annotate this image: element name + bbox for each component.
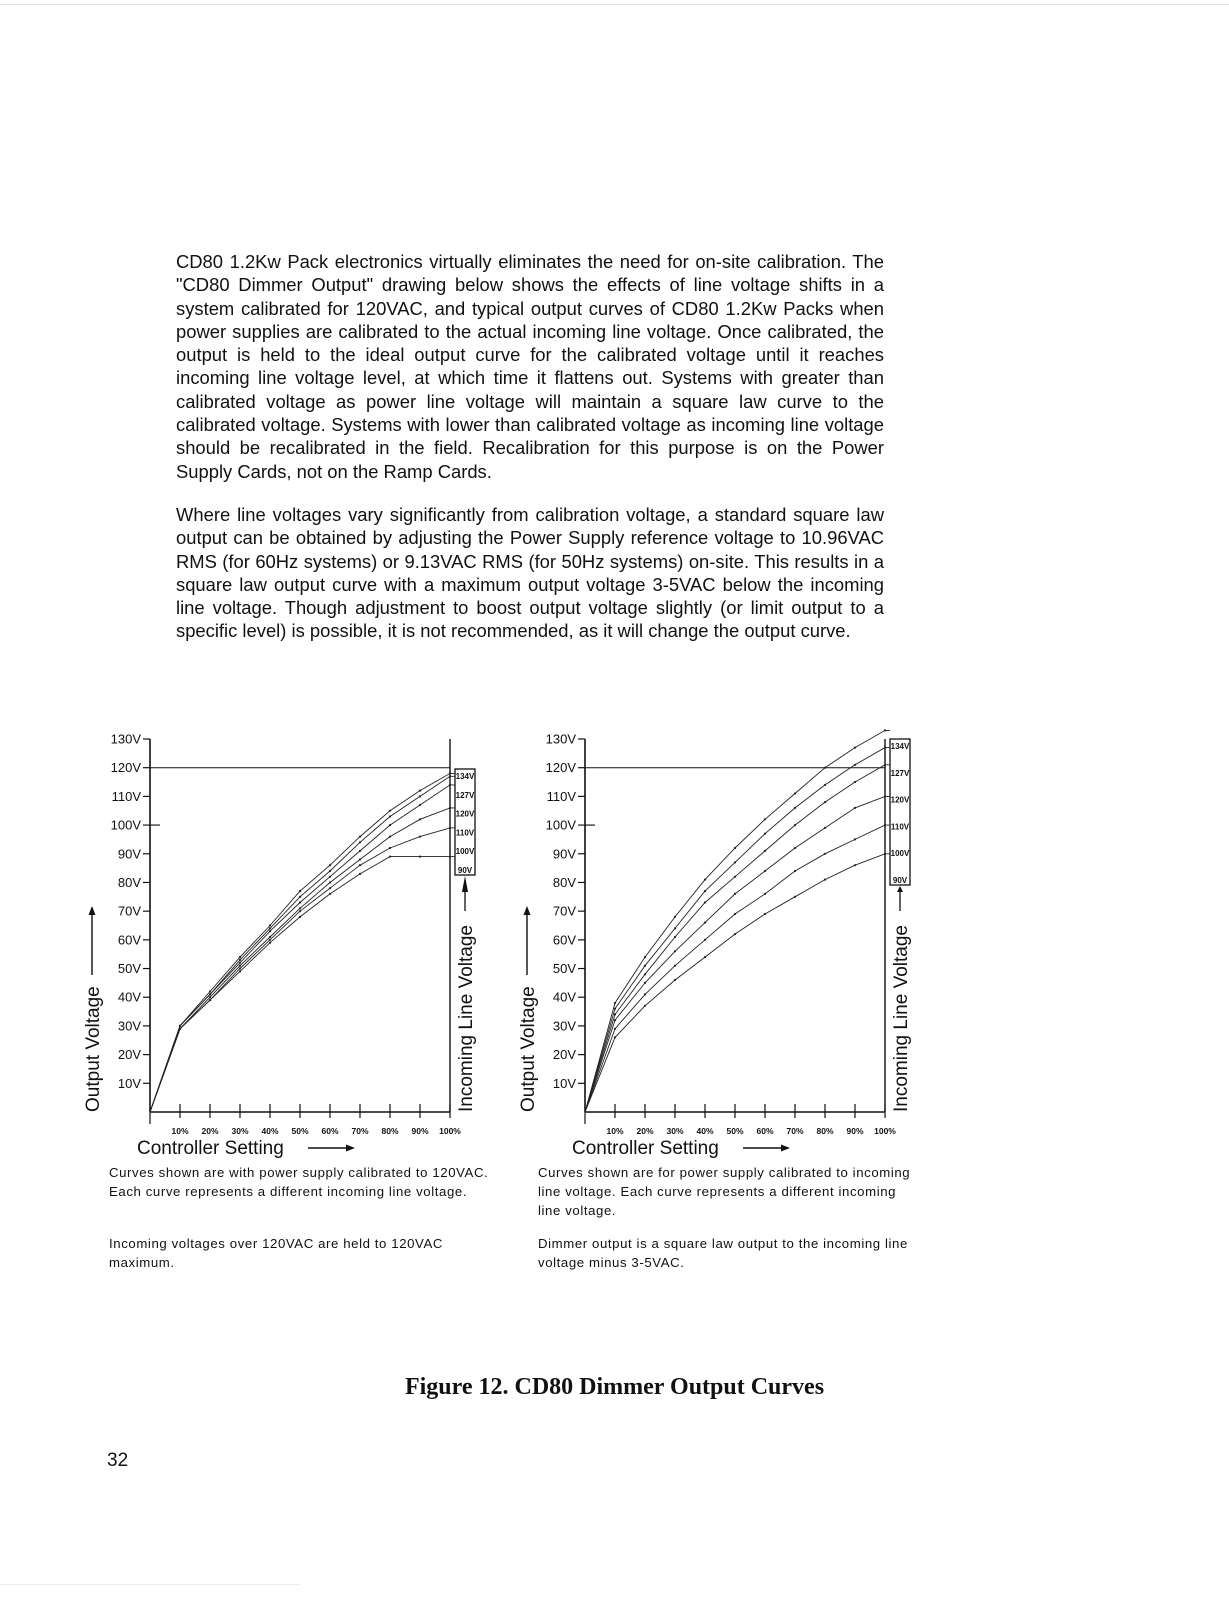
chart-left-series-point (329, 876, 331, 878)
chart-left-y-tick-label: 10V (117, 1075, 141, 1091)
chart-left-series-point (449, 807, 451, 809)
chart-left-series-point (449, 784, 451, 786)
chart-right-x-tick-label: 60% (756, 1126, 774, 1136)
chart-right-caption: Curves shown are for power supply calibrated to incoming line voltage. Each curve represents a different incoming line voltage. (538, 1165, 911, 1218)
chart-right-series-point (644, 956, 646, 958)
chart-right-series-point (854, 781, 856, 783)
chart-left-y-tick-label: 40V (117, 989, 141, 1005)
chart-right-series-point (674, 936, 676, 938)
chart-right-y-tick-label: 50V (552, 961, 576, 977)
chart-left-series-point (449, 772, 451, 774)
chart-left-series-point (299, 910, 301, 912)
chart-left-x-tick-label: 30% (231, 1126, 249, 1136)
chart-left-series-point (389, 815, 391, 817)
chart-left-series-label: 134V (455, 772, 475, 781)
chart-right-series-point (644, 965, 646, 967)
chart-right-y2-axis-arrow-head (897, 886, 903, 892)
chart-left-series-point (269, 942, 271, 944)
chart-right-x-tick-label: 20% (636, 1126, 654, 1136)
chart-left-series-point (419, 804, 421, 806)
chart-right-series-point (794, 792, 796, 794)
chart-left-y-tick-label: 30V (117, 1018, 141, 1034)
chart-left-series-point (419, 795, 421, 797)
chart-right-series-point (764, 893, 766, 895)
chart-right-series-point (794, 807, 796, 809)
chart-left-series-point (179, 1025, 181, 1027)
chart-right-series-point (674, 979, 676, 981)
chart-right-x-tick-label: 10% (606, 1126, 624, 1136)
chart-right-series-label: 100V (890, 849, 910, 859)
chart-left-series-point (239, 959, 241, 961)
chart-left-series-point (299, 901, 301, 903)
chart-right-series-line-134v (585, 730, 890, 1112)
chart-right-series-point (614, 1013, 616, 1015)
chart-left-series-point (329, 893, 331, 895)
chart-right-series-point (704, 939, 706, 941)
chart-right-series-point (794, 824, 796, 826)
chart-right-y-tick-label: 130V (545, 731, 576, 747)
chart-right-y-tick-label: 70V (552, 903, 576, 919)
chart-right-series-point (764, 833, 766, 835)
chart-right-series-label: 90V (892, 876, 908, 885)
chart-left-x-tick-label: 60% (321, 1126, 339, 1136)
chart-right-series-point (794, 870, 796, 872)
chart-right-y-tick-label: 40V (552, 989, 576, 1005)
chart-right-series-point (794, 847, 796, 849)
chart-right-series-point (794, 896, 796, 898)
chart-right-series-point (824, 767, 826, 769)
chart-left-series-line-127v (150, 776, 455, 1112)
chart-left-series-label: 100V (455, 847, 475, 857)
chart-right-series-point (644, 1005, 646, 1007)
chart-left-series-point (209, 990, 211, 992)
chart-right-x-tick-label: 90% (846, 1126, 864, 1136)
chart-right-series-point (704, 956, 706, 958)
chart-right-series-point (704, 922, 706, 924)
chart-right-y-tick-label: 120V (545, 760, 576, 776)
chart-left-y-tick-label: 120V (110, 760, 141, 776)
chart-right-series-point (614, 1028, 616, 1030)
chart-right-y-tick-label: 90V (552, 846, 576, 862)
chart-right-series-point (674, 950, 676, 952)
chart-left-x-tick-label: 80% (381, 1126, 399, 1136)
chart-right-series-point (734, 933, 736, 935)
chart-right-series-point (824, 801, 826, 803)
chart-left-series-label: 90V (457, 866, 473, 875)
chart-right-series-point (704, 879, 706, 881)
chart-left-series-point (299, 890, 301, 892)
chart-right-series-point (704, 901, 706, 903)
chart-left-series-point (239, 967, 241, 969)
chart-right-y-tick-label: 10V (552, 1075, 576, 1091)
chart-right-y-tick-label: 110V (546, 788, 576, 804)
chart-left-y2-axis-arrow-head (462, 876, 468, 892)
chart-right-series-point (824, 784, 826, 786)
chart-left-series-point (329, 887, 331, 889)
chart-left-series-point (269, 939, 271, 941)
chart-left-series-point (449, 775, 451, 777)
chart-right-series-point (884, 764, 886, 766)
chart-left-x-axis-title: Controller Setting (137, 1138, 284, 1159)
chart-left-x-tick-label: 90% (411, 1126, 429, 1136)
chart-left-series-point (359, 850, 361, 852)
chart-right-series-point (734, 847, 736, 849)
chart-left-series-point (269, 930, 271, 932)
chart-left-series-point (389, 856, 391, 858)
chart-left-series-point (389, 847, 391, 849)
chart-left-series-label: 120V (455, 809, 475, 819)
chart-left-x-axis-arrow-head (346, 1145, 355, 1152)
chart-left-series-point (359, 858, 361, 860)
chart-calibrated-line-voltage (515, 725, 915, 1159)
chart-left-series-point (209, 996, 211, 998)
chart-left-series-point (419, 836, 421, 838)
chart-right-series-point (734, 861, 736, 863)
chart-left-series-point (419, 818, 421, 820)
chart-right-series-point (824, 853, 826, 855)
chart-left-x-tick-label: 100% (439, 1126, 461, 1136)
chart-left-series-point (419, 856, 421, 858)
chart-left-series-label: 127V (455, 790, 475, 800)
chart-right-series-point (614, 1036, 616, 1038)
chart-left-series-point (239, 965, 241, 967)
chart-right-series-label: 134V (890, 742, 910, 751)
chart-right-series-point (674, 916, 676, 918)
chart-left-series-point (269, 924, 271, 926)
chart-right-series-point (884, 729, 886, 731)
paragraph-calibration: CD80 1.2Kw Pack electronics virtually eliminates the need for on-site calibration. The "CD80 Dimmer Output" drawing below shows the effects of line voltage shifts in a system calibrated for 120VAC, and typical output curves of CD80 1.2Kw Packs when power supplies are calibrated to the actual incoming line voltage. Once calibrated, the output is held to the ideal output curve for the calibrated voltage until it reaches incoming line voltage level, at which time it flattens out. Systems with greater than calibrated voltage as power line voltage will maintain a square law curve to the calibrated voltage. Systems with lower than calibrated voltage as incoming line voltage should be recalibrated in the field. Recalibration for this purpose is on the Power Supply Cards, not on the Ramp Cards. (176, 251, 884, 482)
chart-left-series-point (209, 993, 211, 995)
chart-left-series-point (359, 841, 361, 843)
chart-right-series-point (854, 807, 856, 809)
chart-right-series-point (734, 893, 736, 895)
figure-title: Figure 12. CD80 Dimmer Output Curves (404, 1374, 825, 1400)
chart-right-x-axis-arrow-head (781, 1145, 790, 1152)
chart-right-series-point (824, 827, 826, 829)
chart-right-series-line-120v (585, 765, 890, 1112)
chart-left-series-point (329, 881, 331, 883)
chart-right-series-point (824, 879, 826, 881)
chart-right-y-axis-title: Output Voltage (518, 986, 539, 1112)
chart-calibrated-120vac (80, 725, 480, 1159)
chart-left-series-point (389, 836, 391, 838)
chart-left-y-tick-label: 70V (117, 903, 141, 919)
chart-right-x-tick-label: 30% (666, 1126, 684, 1136)
chart-right-series-point (854, 838, 856, 840)
chart-right-series-point (734, 876, 736, 878)
chart-right-series-point (764, 818, 766, 820)
chart-left-note: Incoming voltages over 120VAC are held to 120VAC maximum. (109, 1236, 443, 1270)
chart-right-series-label: 120V (890, 795, 910, 805)
paragraph-line-voltage: Where line voltages vary significantly from calibration voltage, a standard square law output can be obtained by adjusting the Power Supply reference voltage to 10.96VAC RMS (for 60Hz systems) or 9.13VAC RMS (for 50Hz systems) on-site. This results in a square law output curve with a maximum output voltage 3-5VAC below the incoming line voltage. Though adjustment to boost output voltage slightly (or limit output to a specific level) is possible, it is not recommended, as it will change the output curve. (176, 504, 884, 642)
chart-left-series-point (419, 790, 421, 792)
chart-left-series-point (449, 827, 451, 829)
chart-left-series-line-134v (150, 773, 455, 1112)
chart-left-x-tick-label: 70% (351, 1126, 369, 1136)
chart-right-y-tick-label: 30V (552, 1018, 576, 1034)
chart-left-series-line-120v (150, 785, 455, 1112)
chart-left-series-point (359, 864, 361, 866)
chart-right-y-axis-arrow-head (524, 906, 531, 915)
chart-left-y-tick-label: 130V (110, 731, 141, 747)
chart-right-series-point (614, 1019, 616, 1021)
chart-right-series-line-100v (585, 825, 890, 1112)
chart-right-note: Dimmer output is a square law output to the incoming line voltage minus 3-5VAC. (538, 1236, 908, 1270)
chart-right-series-point (764, 850, 766, 852)
chart-right-x-tick-label: 100% (874, 1126, 896, 1136)
chart-right-voltage-legend-box (890, 739, 910, 885)
top-edge-rule (0, 4, 1229, 5)
chart-left-series-line-100v (150, 828, 455, 1112)
chart-right-series-point (884, 747, 886, 749)
chart-left-voltage-legend-box (455, 769, 475, 875)
chart-left-series-point (449, 856, 451, 858)
chart-right-series-point (674, 965, 676, 967)
bottom-edge-rule (0, 1584, 300, 1585)
chart-right-series-point (764, 913, 766, 915)
chart-right-series-point (734, 913, 736, 915)
chart-right-y-tick-label: 80V (552, 874, 576, 890)
chart-right-series-point (884, 795, 886, 797)
chart-left-x-tick-label: 20% (201, 1126, 219, 1136)
chart-right-series-line-127v (585, 748, 890, 1112)
chart-left-y-tick-label: 60V (117, 932, 141, 948)
chart-left-series-point (389, 824, 391, 826)
chart-left-x-tick-label: 40% (261, 1126, 279, 1136)
chart-left-y-tick-label: 20V (117, 1047, 141, 1063)
chart-right-x-tick-label: 80% (816, 1126, 834, 1136)
chart-left-series-point (299, 916, 301, 918)
chart-left-series-line-110v (150, 808, 455, 1112)
chart-left-series-point (239, 970, 241, 972)
chart-right-series-label: 110V (890, 822, 910, 832)
chart-left-series-point (299, 907, 301, 909)
chart-right-series-point (614, 1002, 616, 1004)
chart-right-series-line-110v (585, 796, 890, 1112)
chart-right-series-point (614, 1008, 616, 1010)
chart-left-caption: Curves shown are with power supply calibrated to 120VAC. Each curve represents a different incoming line voltage. (109, 1165, 489, 1199)
chart-left-series-point (389, 810, 391, 812)
chart-right-series-point (884, 824, 886, 826)
chart-right-series-label: 127V (890, 768, 910, 778)
chart-left-y-tick-label: 80V (117, 874, 141, 890)
chart-left-series-point (329, 864, 331, 866)
chart-right-y-tick-label: 100V (545, 817, 576, 833)
chart-right-x-tick-label: 40% (696, 1126, 714, 1136)
chart-left-y-tick-label: 110V (111, 788, 141, 804)
chart-left-series-point (269, 927, 271, 929)
chart-left-y2-axis-title: Incoming Line Voltage (456, 925, 477, 1112)
chart-right-x-axis-title: Controller Setting (572, 1138, 719, 1159)
chart-right-y2-axis-title: Incoming Line Voltage (891, 925, 912, 1112)
chart-left-series-point (359, 873, 361, 875)
chart-right-series-point (764, 870, 766, 872)
chart-right-y-tick-label: 20V (552, 1047, 576, 1063)
chart-right-series-point (854, 764, 856, 766)
chart-right-series-point (644, 982, 646, 984)
chart-left-series-label: 110V (455, 828, 475, 838)
chart-right-series-point (854, 864, 856, 866)
chart-left-x-tick-label: 10% (171, 1126, 189, 1136)
chart-right-series-point (854, 747, 856, 749)
chart-left-series-point (209, 999, 211, 1001)
chart-right-x-tick-label: 50% (726, 1126, 744, 1136)
chart-left-y-axis-title: Output Voltage (83, 986, 104, 1112)
chart-left-series-point (269, 936, 271, 938)
chart-left-series-point (179, 1028, 181, 1030)
chart-left-series-point (329, 870, 331, 872)
chart-left-y-tick-label: 90V (117, 846, 141, 862)
chart-left-series-point (299, 896, 301, 898)
chart-left-series-point (359, 836, 361, 838)
chart-right-series-point (884, 853, 886, 855)
chart-left-y-axis-arrow-head (89, 906, 96, 915)
chart-left-y-tick-label: 50V (117, 961, 141, 977)
page-number: 32 (107, 1450, 129, 1471)
chart-left-series-point (239, 962, 241, 964)
chart-left-y-tick-label: 100V (110, 817, 141, 833)
chart-right-x-tick-label: 70% (786, 1126, 804, 1136)
chart-right-series-point (644, 973, 646, 975)
chart-right-series-point (704, 890, 706, 892)
chart-left-series-point (239, 956, 241, 958)
chart-right-y-tick-label: 60V (552, 932, 576, 948)
chart-right-series-point (644, 993, 646, 995)
chart-right-series-point (674, 927, 676, 929)
chart-left-x-tick-label: 50% (291, 1126, 309, 1136)
